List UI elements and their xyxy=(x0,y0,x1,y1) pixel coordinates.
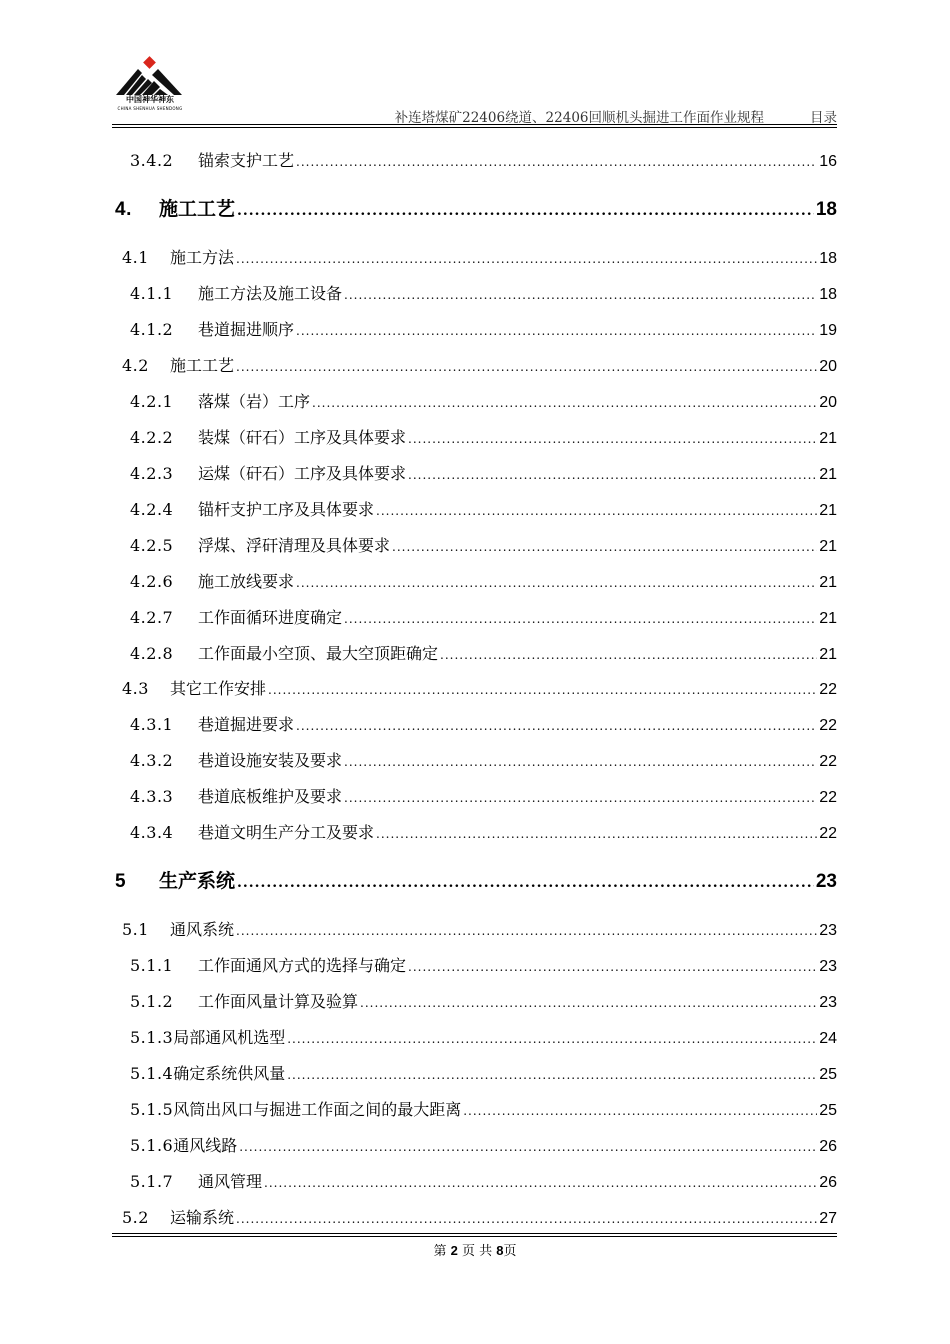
toc-entry-number: 4.2.8 xyxy=(130,644,174,663)
toc-page-number: 24 xyxy=(819,1030,837,1047)
toc-entry-title: 锚索支护工艺 xyxy=(198,151,295,170)
toc-leader-dots xyxy=(236,920,817,942)
toc-entry-title: 局部通风机选型 xyxy=(173,1028,286,1047)
toc-leader-dots xyxy=(296,715,817,737)
toc-entry-title: 运输系统 xyxy=(170,1208,235,1227)
toc-page-number: 22 xyxy=(819,681,837,698)
toc-leader-dots xyxy=(237,872,814,894)
header-rule-thin xyxy=(112,127,837,128)
toc-leader-dots xyxy=(264,1172,817,1194)
toc-leader-dots xyxy=(360,992,817,1014)
toc-entry-row[interactable] xyxy=(130,643,837,665)
toc-entry-row[interactable] xyxy=(130,391,837,413)
toc-leader-dots xyxy=(296,320,817,342)
toc-entry-number: 4.3.4 xyxy=(130,823,174,842)
toc-entry-title: 工作面最小空顶、最大空顶距确定 xyxy=(198,644,439,663)
toc-leader-dots xyxy=(408,428,817,450)
toc-entry-number: 5.1 xyxy=(122,920,149,939)
logo-subtext: CHINA SHENHUA SHENDONG xyxy=(117,106,183,111)
toc-page-number: 22 xyxy=(819,717,837,734)
toc-entry-row[interactable] xyxy=(130,1135,837,1157)
toc-page-number: 23 xyxy=(819,994,837,1011)
footer-prefix: 第 xyxy=(433,1244,447,1259)
toc-entry-row[interactable] xyxy=(130,714,837,736)
toc-entry-row[interactable] xyxy=(130,1171,837,1193)
toc-entry-row[interactable] xyxy=(130,319,837,341)
toc-entry-number: 4.2 xyxy=(122,356,149,375)
toc-page-number: 20 xyxy=(819,394,837,411)
toc-page-number: 22 xyxy=(819,825,837,842)
toc-page-number: 23 xyxy=(819,922,837,939)
toc-leader-dots xyxy=(344,284,817,306)
toc-entry-row[interactable] xyxy=(130,1027,837,1049)
toc-entry-row[interactable] xyxy=(130,150,837,172)
toc-leader-dots xyxy=(237,200,814,222)
toc-page-number: 18 xyxy=(819,250,837,267)
toc-leader-dots xyxy=(408,464,817,486)
toc-entry-number: 4.1.1 xyxy=(130,284,174,303)
toc-page-number: 18 xyxy=(815,199,837,220)
toc-page-number: 21 xyxy=(819,574,837,591)
toc-page-number: 18 xyxy=(819,286,837,303)
toc-page-number: 23 xyxy=(819,958,837,975)
toc-leader-dots xyxy=(296,151,817,173)
toc-entry-row[interactable] xyxy=(130,955,837,977)
toc-page-number: 25 xyxy=(819,1102,837,1119)
toc-entry-number: 5.2 xyxy=(122,1208,149,1227)
toc-entry-number: 4.3.2 xyxy=(130,751,174,770)
toc-entry-number: 5.1.3 xyxy=(130,1028,174,1047)
toc-leader-dots xyxy=(344,787,817,809)
toc-entry-number: 4.2.2 xyxy=(130,428,174,447)
toc-leader-dots xyxy=(296,572,817,594)
toc-entry-row[interactable] xyxy=(130,499,837,521)
toc-entry-title: 施工方法 xyxy=(170,248,235,267)
logo-text: 中国神华神东 xyxy=(126,95,174,104)
toc-entry-row[interactable] xyxy=(130,535,837,557)
toc-entry-row[interactable] xyxy=(130,750,837,772)
toc-page-number: 27 xyxy=(819,1210,837,1227)
toc-entry-title: 巷道掘进顺序 xyxy=(198,320,295,339)
toc-entry-row[interactable] xyxy=(130,283,837,305)
toc-leader-dots xyxy=(287,1064,817,1086)
toc-entry-number: 5.1.1 xyxy=(130,956,174,975)
toc-entry-number: 5.1.4 xyxy=(130,1064,174,1083)
toc-leader-dots xyxy=(268,679,817,701)
toc-page-number: 26 xyxy=(819,1138,837,1155)
toc-leader-dots xyxy=(376,823,817,845)
toc-leader-dots xyxy=(408,956,817,978)
toc-entry-number: 5.1.5 xyxy=(130,1100,174,1119)
toc-entry-title: 风筒出风口与掘进工作面之间的最大距离 xyxy=(173,1100,462,1119)
toc-entry-title: 生产系统 xyxy=(159,870,236,892)
toc-entry-row[interactable] xyxy=(122,919,837,941)
toc-page-number: 21 xyxy=(819,502,837,519)
toc-leader-dots xyxy=(392,536,817,558)
toc-leader-dots xyxy=(344,608,817,630)
toc-entry-row[interactable] xyxy=(130,463,837,485)
footer-total-word: 共 xyxy=(479,1244,493,1259)
toc-entry-title: 通风线路 xyxy=(173,1136,238,1155)
toc-page-number: 22 xyxy=(819,753,837,770)
toc-entry-number: 4.2.1 xyxy=(130,392,174,411)
toc-entry-row[interactable] xyxy=(122,678,837,700)
toc-entry-row[interactable] xyxy=(130,427,837,449)
toc-page-number: 23 xyxy=(815,871,837,892)
toc-entry-number: 5 xyxy=(115,871,127,892)
toc-entry-number: 4.2.3 xyxy=(130,464,174,483)
toc-entry-number: 5.1.6 xyxy=(130,1136,174,1155)
toc-leader-dots xyxy=(239,1136,817,1158)
toc-chapter-row[interactable] xyxy=(115,198,837,220)
toc-entry-row[interactable] xyxy=(122,1207,837,1229)
toc-entry-title: 工作面风量计算及验算 xyxy=(198,992,359,1011)
toc-entry-number: 4.3 xyxy=(122,679,149,698)
toc-entry-number: 4.1 xyxy=(122,248,149,267)
footer-page-word: 页 xyxy=(461,1244,475,1259)
toc-entry-number: 4. xyxy=(115,199,132,220)
footer-rule-thin xyxy=(112,1233,837,1234)
toc-page-number: 19 xyxy=(819,322,837,339)
toc-leader-dots xyxy=(236,248,817,270)
toc-entry-number: 4.3.1 xyxy=(130,715,174,734)
toc-page-number: 20 xyxy=(819,358,837,375)
header-rule xyxy=(112,124,837,125)
toc-page-number: 22 xyxy=(819,789,837,806)
footer-total-pages: 8 xyxy=(496,1243,504,1258)
toc-leader-dots xyxy=(344,751,817,773)
logo-mark-icon xyxy=(112,55,188,97)
toc-entry-title: 施工工艺 xyxy=(159,198,236,220)
toc-entry-number: 3.4.2 xyxy=(130,151,174,170)
toc-page-number: 25 xyxy=(819,1066,837,1083)
header-section-label: 目录 xyxy=(810,110,837,126)
toc-entry-title: 施工工艺 xyxy=(170,356,235,375)
toc-leader-dots xyxy=(440,644,817,666)
page-footer xyxy=(0,1240,950,1259)
toc-leader-dots xyxy=(287,1028,817,1050)
toc-entry-title: 施工方法及施工设备 xyxy=(198,284,343,303)
toc-entry-row[interactable] xyxy=(130,991,837,1013)
toc-entry-row[interactable] xyxy=(130,571,837,593)
toc-entry-title: 确定系统供风量 xyxy=(173,1064,286,1083)
toc-entry-number: 4.3.3 xyxy=(130,787,174,806)
toc-entry-row[interactable] xyxy=(122,355,837,377)
toc-entry-title: 工作面通风方式的选择与确定 xyxy=(198,956,407,975)
footer-rule xyxy=(112,1236,837,1237)
toc-page-number: 21 xyxy=(819,538,837,555)
toc-leader-dots xyxy=(236,1208,817,1230)
footer-current-page: 2 xyxy=(450,1243,458,1258)
toc-leader-dots xyxy=(312,392,817,414)
toc-entry-title: 巷道设施安装及要求 xyxy=(198,751,343,770)
footer-suffix: 页 xyxy=(503,1244,517,1259)
toc-entry-row[interactable] xyxy=(122,247,837,269)
toc-entry-row[interactable] xyxy=(130,786,837,808)
toc-page-number: 21 xyxy=(819,646,837,663)
toc-entry-title: 巷道底板维护及要求 xyxy=(198,787,343,806)
toc-entry-number: 5.1.2 xyxy=(130,992,174,1011)
toc-page-number: 21 xyxy=(819,610,837,627)
toc-entry-number: 4.2.4 xyxy=(130,500,174,519)
toc-entry-title: 其它工作安排 xyxy=(170,679,267,698)
toc-entry-row[interactable] xyxy=(130,1099,837,1121)
toc-entry-title: 施工放线要求 xyxy=(198,572,295,591)
toc-page-number: 21 xyxy=(819,466,837,483)
toc-chapter-row[interactable] xyxy=(115,870,837,892)
document-title: 补连塔煤矿22406绕道、22406回顺机头掘进工作面作业规程 xyxy=(394,110,764,126)
toc-page-number: 26 xyxy=(819,1174,837,1191)
toc-entry-title: 运煤（矸石）工序及具体要求 xyxy=(198,464,407,483)
toc-entry-title: 浮煤、浮矸清理及具体要求 xyxy=(198,536,391,555)
toc-page-number: 16 xyxy=(819,153,837,170)
toc-leader-dots xyxy=(376,500,817,522)
toc-page-number: 21 xyxy=(819,430,837,447)
toc-leader-dots xyxy=(463,1100,817,1122)
toc-entry-row[interactable] xyxy=(130,607,837,629)
toc-entry-title: 工作面循环进度确定 xyxy=(198,608,343,627)
company-logo xyxy=(112,55,188,115)
toc-entry-title: 通风系统 xyxy=(170,920,235,939)
toc-leader-dots xyxy=(236,356,817,378)
toc-entry-row[interactable] xyxy=(130,822,837,844)
toc-entry-title: 巷道文明生产分工及要求 xyxy=(198,823,375,842)
toc-entry-title: 巷道掘进要求 xyxy=(198,715,295,734)
toc-entry-number: 5.1.7 xyxy=(130,1172,174,1191)
toc-entry-title: 锚杆支护工序及具体要求 xyxy=(198,500,375,519)
toc-entry-number: 4.2.5 xyxy=(130,536,174,555)
toc-entry-row[interactable] xyxy=(130,1063,837,1085)
toc-entry-title: 通风管理 xyxy=(198,1172,263,1191)
toc-entry-number: 4.2.6 xyxy=(130,572,174,591)
toc-entry-number: 4.2.7 xyxy=(130,608,174,627)
toc-entry-number: 4.1.2 xyxy=(130,320,174,339)
toc-entry-title: 装煤（矸石）工序及具体要求 xyxy=(198,428,407,447)
toc-entry-title: 落煤（岩）工序 xyxy=(198,392,311,411)
